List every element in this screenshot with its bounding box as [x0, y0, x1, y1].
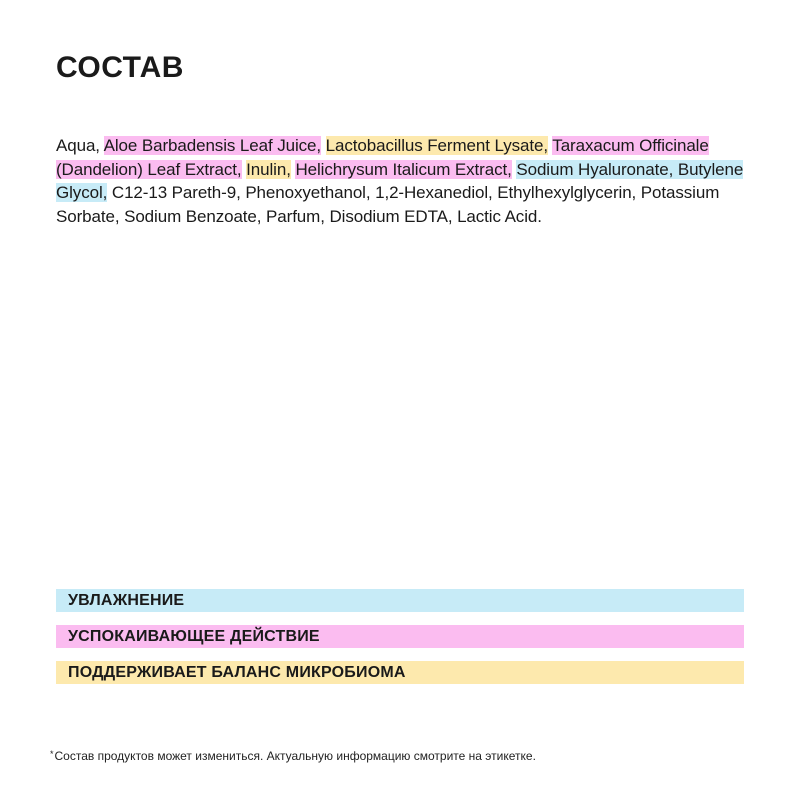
ingredient-text: Aqua,: [56, 136, 104, 155]
legend-microbiome: ПОДДЕРЖИВАЕТ БАЛАНС МИКРОБИОМА: [56, 661, 744, 684]
ingredient-highlight-yellow: Inulin,: [246, 159, 291, 179]
ingredient-highlight-pink: Aloe Barbadensis Leaf Juice,: [103, 136, 322, 155]
ingredient-highlight-blue: Sodium Hyaluronate, Butylene Glycol,: [56, 159, 744, 202]
footnote-marker: *: [50, 749, 54, 759]
footnote-text: Состав продуктов может измениться. Актуальную информацию смотрите на этикетке.: [54, 749, 536, 763]
ingredient-highlight-yellow: Lactobacillus Ferment Lysate,: [325, 136, 548, 155]
ingredient-text: C12-13 Pareth-9, Phenoxyethanol, 1,2-Hexanediol, Ethylhexylglycerin, Potassium Sorbate, Sodium Benzoate, Parfum, Disodium EDTA, Lactic Acid.: [56, 183, 720, 226]
ingredient-highlight-pink: Taraxacum Officinale (Dandelion) Leaf Extract,: [56, 136, 709, 179]
ingredient-highlight-pink: Helichrysum Italicum Extract,: [295, 159, 512, 179]
footnote: [50, 748, 536, 764]
legend-soothing: УСПОКАИВАЮЩЕЕ ДЕЙСТВИЕ: [56, 625, 744, 648]
ingredient-text: [321, 136, 326, 155]
page-title: СОСТАВ: [56, 51, 184, 84]
ingredients-list: [56, 134, 756, 228]
legend-moisturizing: УВЛАЖНЕНИЕ: [56, 589, 744, 612]
